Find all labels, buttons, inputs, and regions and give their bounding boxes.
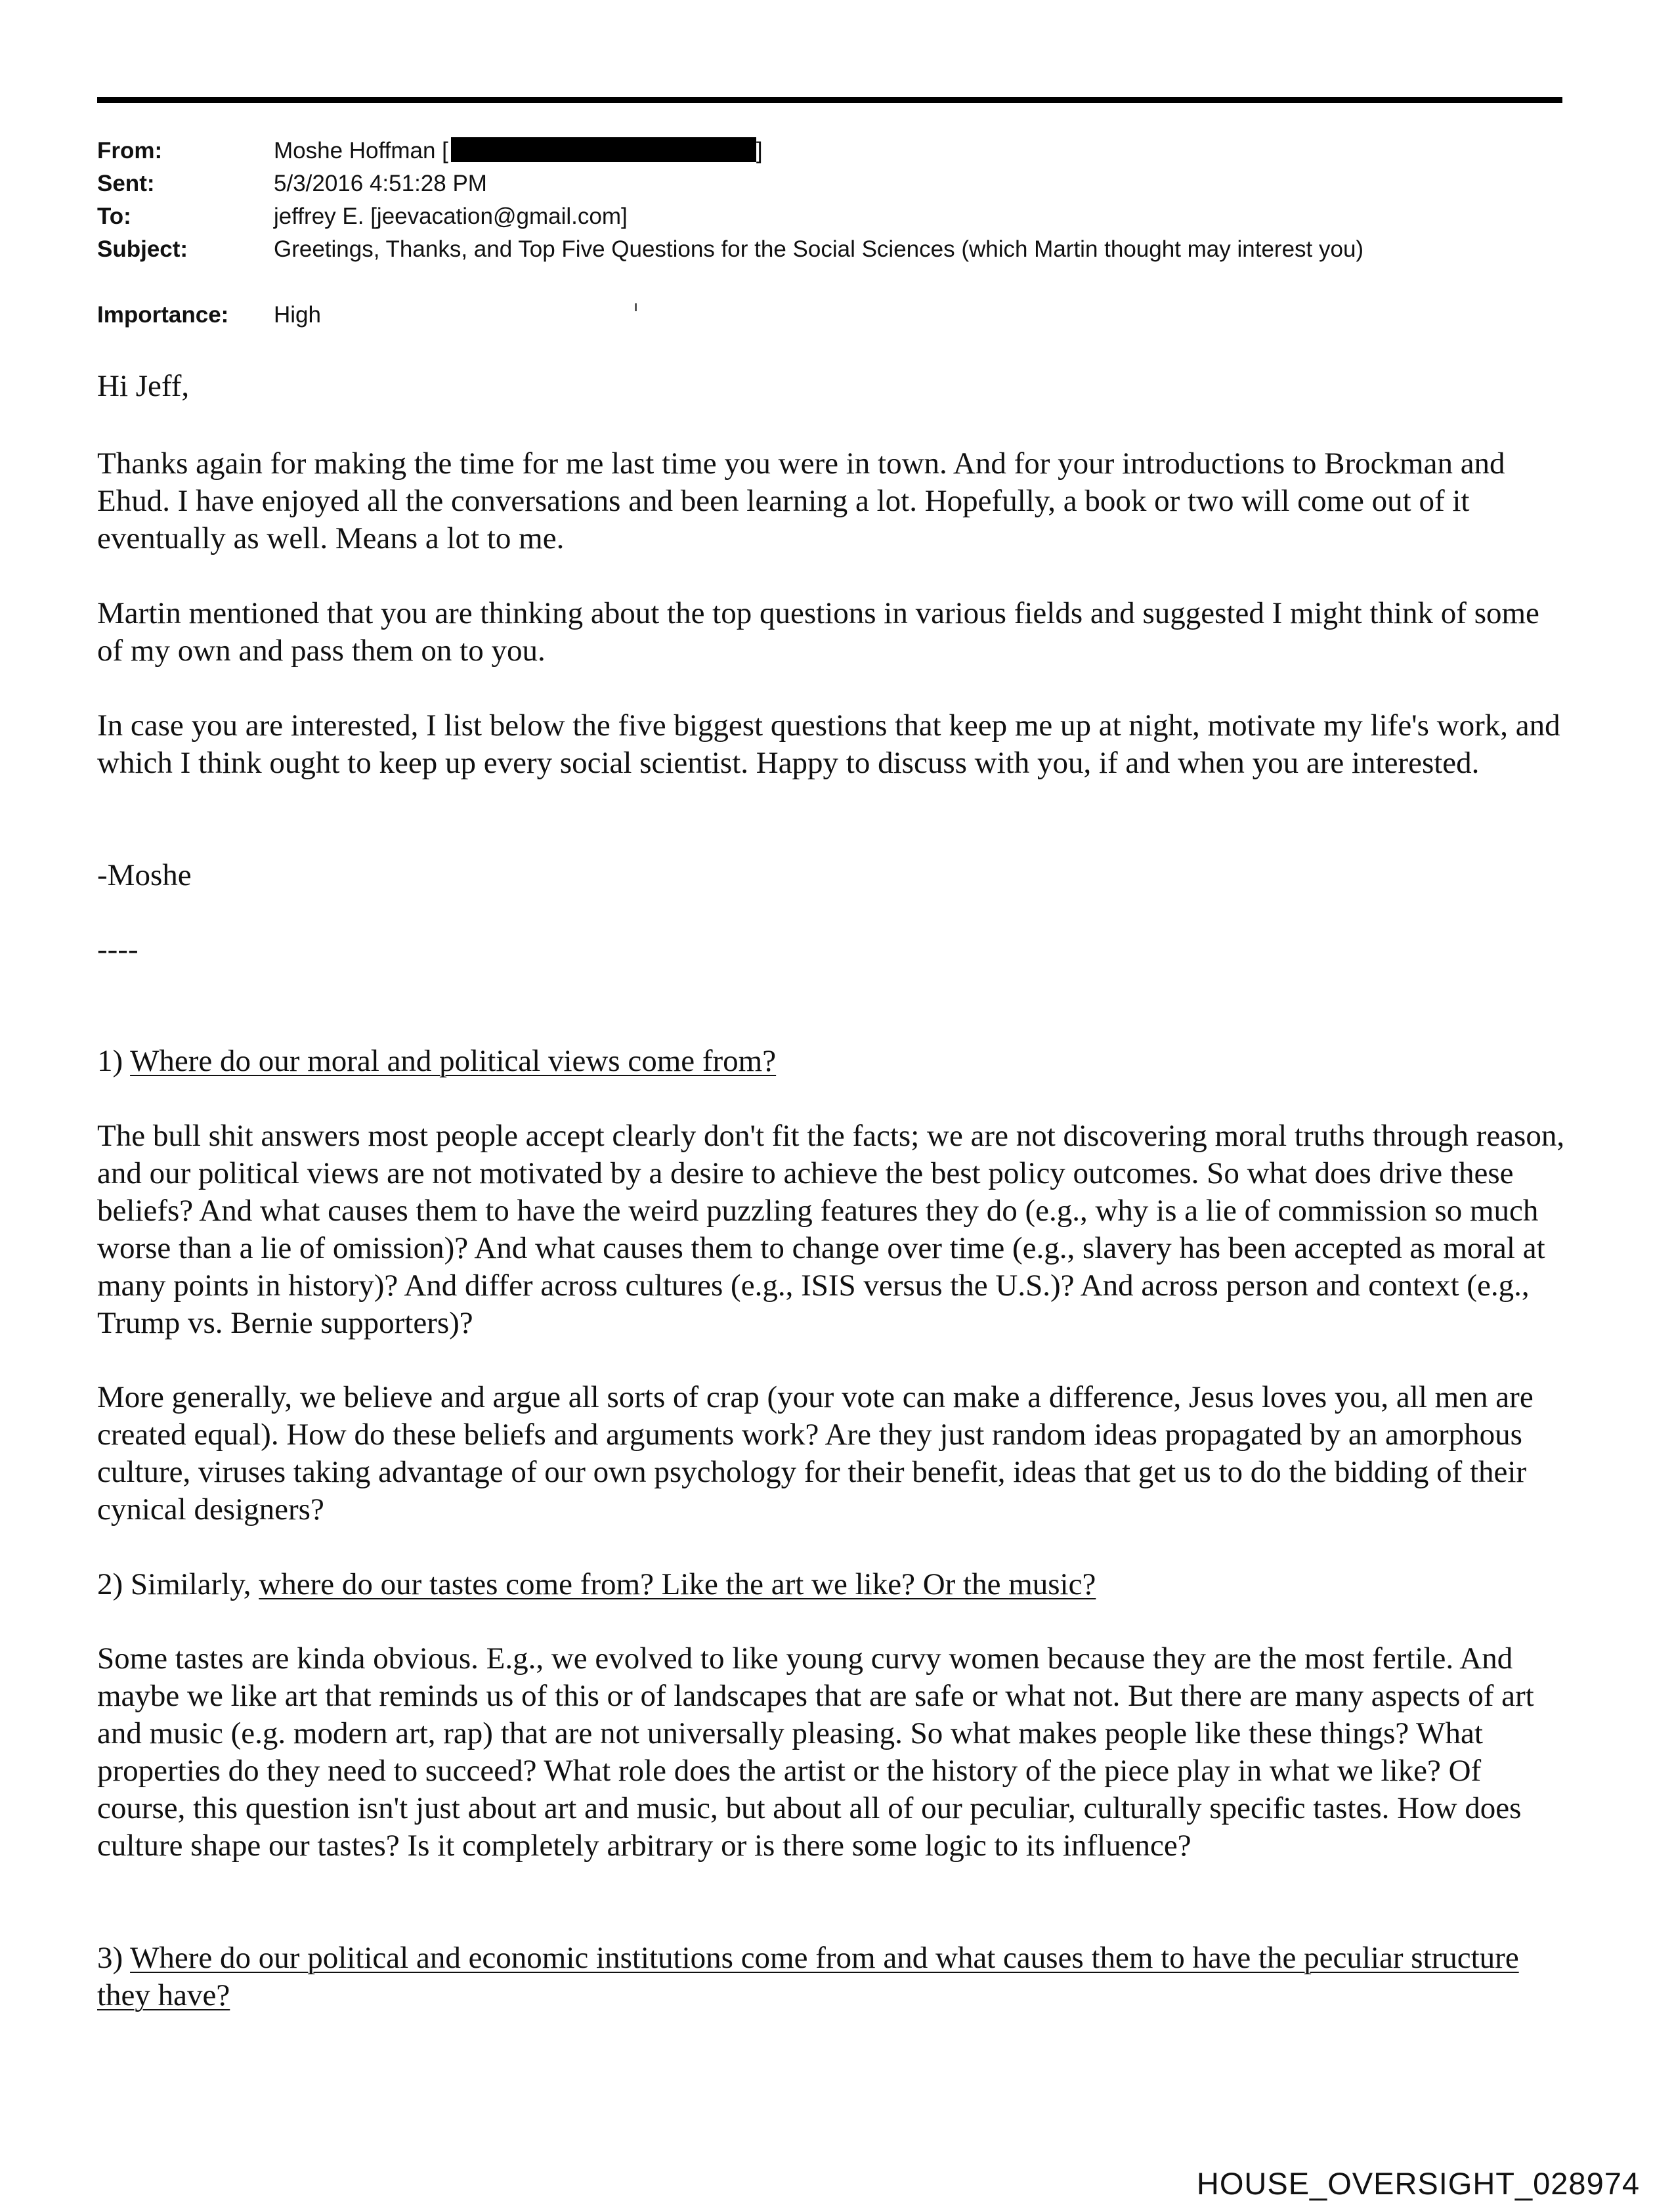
question-1-paragraph-1: The bull shit answers most people accept clearly don't fit the facts; we are not discovering moral truths through reason, and our political views are not motivated by a desire to achieve the best policy outcomes. So what does drive these beliefs? And what causes them to have the weird puzzling features they do (e.g., why is a lie of commission so much worse than a lie of omission)? And what causes them to change over time (e.g., slavery has been accepted as moral at many points in history)? And differ across cultures (e.g., ISIS versus the U.S.)? And across person and context (e.g., Trump vs. Bernie supporters)? <box>97 1119 1565 1340</box>
subject-value: Greetings, Thanks, and Top Five Questions for the Social Sciences (which Martin thought may interest you) <box>274 236 1364 262</box>
header-divider-rule <box>97 97 1562 103</box>
subject-label: Subject: <box>97 236 188 262</box>
question-1-title: Where do our moral and political views come from? <box>130 1044 777 1078</box>
paragraph-interest: In case you are interested, I list below the five biggest questions that keep me up at night, motivate my life's work, and which I think ought to keep up every social scientist. Happy to discuss with you, if and when you are interested. <box>97 708 1560 780</box>
redaction-box <box>451 137 756 162</box>
question-2-number: 2) Similarly, <box>97 1567 259 1601</box>
question-1-number: 1) <box>97 1044 131 1078</box>
question-1-heading <box>97 1043 1568 1080</box>
question-3-number: 3) <box>97 1941 131 1975</box>
question-2-heading <box>97 1566 1568 1603</box>
separator: ---- <box>97 932 139 966</box>
importance-value: High <box>274 302 321 328</box>
greeting: Hi Jeff, <box>97 369 190 403</box>
from-value <box>274 135 763 167</box>
scan-mark <box>635 303 637 311</box>
question-3-title: Where do our political and economic institutions come from and what causes them to have the peculiar structure they have? <box>97 1941 1519 2012</box>
importance-label: Importance: <box>97 302 229 328</box>
sent-value: 5/3/2016 4:51:28 PM <box>274 171 487 196</box>
from-sender: Moshe Hoffman [ <box>274 138 448 163</box>
question-1-paragraph-2: More generally, we believe and argue all sorts of crap (your vote can make a difference, Jesus loves you, all men are created equal). How do these beliefs and arguments work? Are they just random ideas propagated by an amorphous culture, viruses taking advantage of our own psychology for their benefit, ideas that get us to do the bidding of their cynical designers? <box>97 1380 1534 1527</box>
sent-label: Sent: <box>97 171 155 196</box>
question-2-paragraph-1: Some tastes are kinda obvious. E.g., we evolved to like young curvy women because they are the most fertile. And maybe we like art that reminds us of this or of landscapes that are safe or what not. But there are many aspects of art and music (e.g. modern art, rap) that are not universally pleasing. So what makes people like these things? What properties do they need to succeed? What role does the artist or the history of the piece play in what we like? Of course, this question isn't just about art and music, but about all of our peculiar, culturally specific tastes. How does culture shape our tastes? Is it completely arbitrary or is there some logic to its influence? <box>97 1641 1534 1863</box>
bates-number: HOUSE_OVERSIGHT_028974 <box>1196 2166 1640 2201</box>
from-close-bracket: ] <box>756 138 763 163</box>
paragraph-thanks: Thanks again for making the time for me last time you were in town. And for your introductions to Brockman and Ehud. I have enjoyed all the conversations and been learning a lot. Hopefully, a book or two will come out of it eventually as well. Means a lot to me. <box>97 446 1505 555</box>
question-3-heading <box>97 1940 1568 2014</box>
from-label: From: <box>97 138 163 163</box>
to-label: To: <box>97 204 131 229</box>
signoff: -Moshe <box>97 858 192 892</box>
to-value: jeffrey E. [jeevacation@gmail.com] <box>274 204 628 229</box>
question-2-title: where do our tastes come from? Like the art we like? Or the music? <box>259 1567 1096 1601</box>
paragraph-martin: Martin mentioned that you are thinking about the top questions in various fields and suggested I might think of some of my own and pass them on to you. <box>97 596 1539 668</box>
